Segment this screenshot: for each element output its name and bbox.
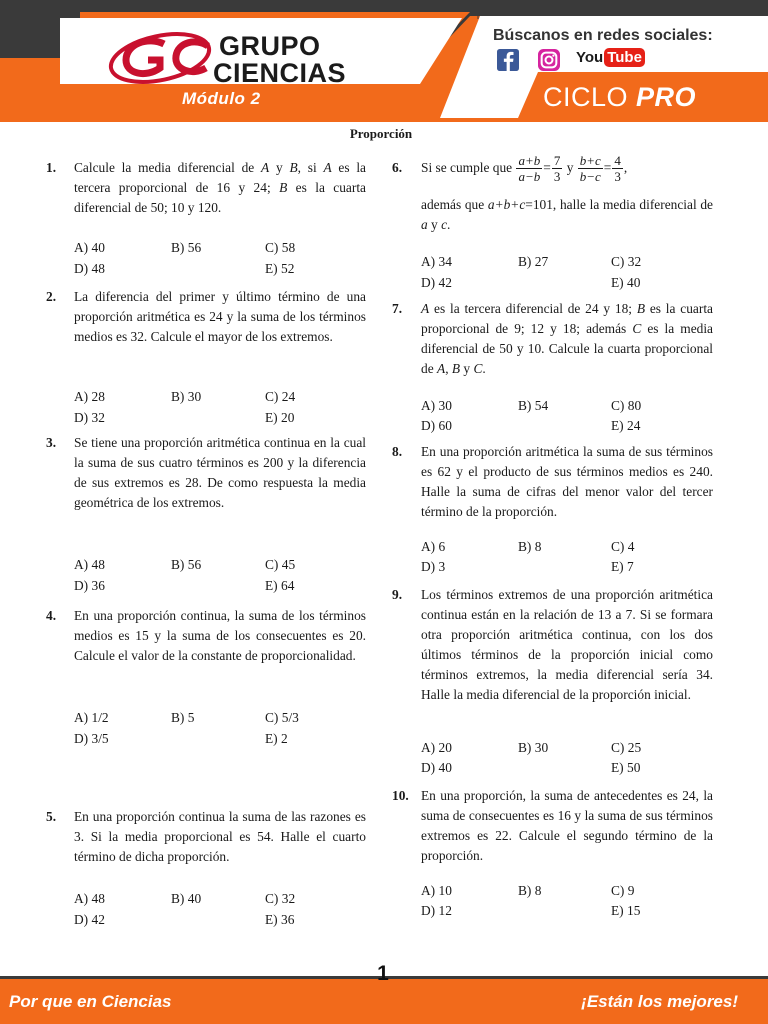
comma: , [623, 160, 628, 175]
q7-p2: es la cuarta proporcional de 9; 12 y 18; además [421, 301, 713, 336]
frac-den: 3 [614, 169, 621, 185]
var-a: A [261, 160, 270, 175]
option-value: 1/2 [91, 710, 109, 725]
option-value: 15 [627, 903, 641, 918]
option-value: 10 [438, 883, 452, 898]
option-label: D) [74, 912, 89, 927]
option-label: E) [611, 418, 624, 433]
option-d[interactable] [74, 576, 105, 596]
option-value: 80 [627, 398, 642, 413]
option-c[interactable] [611, 396, 641, 416]
question-number: 2. [46, 289, 57, 304]
footer-slogan-left: Por que en Ciencias [9, 992, 172, 1011]
option-c[interactable] [611, 537, 634, 557]
option-value: 8 [534, 883, 542, 898]
option-value: 25 [627, 740, 642, 755]
option-c[interactable] [265, 708, 299, 728]
page-header [0, 0, 768, 122]
option-value: 20 [281, 410, 295, 425]
option-c[interactable] [611, 881, 634, 901]
option-value: 40 [187, 891, 202, 906]
var-b: B [636, 301, 646, 316]
option-value: 48 [91, 557, 105, 572]
option-value: 6 [438, 539, 446, 554]
var-c: C [632, 321, 642, 336]
option-label: E) [265, 731, 278, 746]
question-text: Los términos extremos de una proporción aritmética continua están en la relación de 13 a 7. Si se formara otra proporción aritmética continua, con los dos últimos términos de la proporción inicial como términos extremos, la media diferencial sería 34. Halle la media diferencial de la proporción inicial. [421, 587, 713, 702]
option-value: 56 [187, 240, 202, 255]
option-value: 32 [627, 254, 642, 269]
question-6-formula [421, 150, 713, 186]
option-b[interactable] [171, 708, 194, 728]
option-label: C) [611, 740, 625, 755]
q1-p3: es la tercera proporcional de 16 y 24; [74, 160, 366, 195]
question-number: 6. [392, 160, 403, 175]
option-label: E) [265, 912, 278, 927]
option-value: 32 [91, 410, 105, 425]
option-label: D) [421, 760, 436, 775]
q6-p2: =101, halle la media diferencial de [525, 197, 713, 212]
option-d[interactable] [421, 557, 445, 577]
logo-text-line1: GRUPO [219, 31, 321, 61]
frac-num: 4 [614, 153, 621, 169]
option-b[interactable] [171, 889, 201, 909]
option-label: B) [171, 240, 185, 255]
question-text [421, 195, 713, 235]
q6-end: . [447, 217, 451, 232]
option-label: C) [611, 254, 625, 269]
var-a: A [421, 301, 430, 316]
option-c[interactable] [611, 252, 641, 272]
option-value: 36 [281, 912, 295, 927]
option-c[interactable] [265, 889, 295, 909]
question-number: 4. [46, 608, 57, 623]
option-value: 3 [438, 559, 446, 574]
var-a: A [437, 361, 446, 376]
option-label: E) [611, 275, 624, 290]
option-value: 54 [534, 398, 549, 413]
option-label: A) [421, 254, 436, 269]
option-label: A) [74, 557, 89, 572]
option-label: B) [171, 557, 185, 572]
frac-num: 7 [553, 153, 561, 169]
frac-den: 3 [553, 169, 561, 185]
option-label: E) [611, 760, 624, 775]
option-e[interactable] [611, 273, 640, 293]
option-label: C) [265, 240, 279, 255]
option-b[interactable] [518, 396, 548, 416]
option-a[interactable] [74, 889, 105, 909]
q1-p4: es la cuarta diferencial de 50; 10 y 120. [74, 180, 366, 215]
option-value: 2 [281, 731, 288, 746]
option-label: C) [265, 710, 279, 725]
option-label: B) [518, 740, 532, 755]
option-b[interactable] [171, 387, 201, 407]
option-e[interactable] [611, 416, 640, 436]
option-value: 60 [438, 418, 452, 433]
option-a[interactable] [74, 708, 109, 728]
option-value: 20 [438, 740, 452, 755]
question-number: 10. [392, 788, 409, 803]
var-a: a [421, 217, 428, 232]
page-title: Proporción [349, 126, 413, 141]
fraction [578, 153, 603, 184]
option-label: A) [74, 389, 89, 404]
option-label: D) [421, 418, 436, 433]
option-value: 28 [91, 389, 105, 404]
youtube-you: You [576, 49, 604, 66]
q6-and2: y [427, 217, 442, 232]
option-b[interactable] [518, 252, 548, 272]
option-label: E) [611, 903, 624, 918]
option-a[interactable] [74, 555, 105, 575]
option-label: C) [611, 883, 625, 898]
option-d[interactable] [421, 416, 452, 436]
option-value: 42 [438, 275, 452, 290]
option-label: E) [265, 261, 278, 276]
option-label: C) [611, 398, 625, 413]
option-b[interactable] [518, 881, 541, 901]
instagram-icon[interactable] [536, 49, 562, 71]
page-number: 1 [377, 962, 389, 985]
option-value: 30 [438, 398, 452, 413]
option-c[interactable] [265, 238, 295, 258]
var-c: C [473, 361, 483, 376]
option-b[interactable] [518, 738, 548, 758]
option-label: A) [421, 539, 436, 554]
frac-num: a+b [518, 153, 541, 169]
question-text [421, 299, 713, 379]
option-value: 56 [187, 557, 202, 572]
option-a[interactable] [74, 238, 105, 258]
option-e[interactable] [611, 758, 640, 778]
equals: = [603, 160, 612, 175]
option-a[interactable] [421, 881, 452, 901]
option-a[interactable] [421, 396, 452, 416]
q7-end: . [482, 361, 486, 376]
option-value: 7 [627, 559, 634, 574]
option-c[interactable] [265, 555, 295, 575]
facebook-icon[interactable] [495, 49, 521, 71]
question-number: 5. [46, 809, 57, 824]
footer-slogan-right: ¡Están los mejores! [581, 992, 738, 1011]
option-d[interactable] [421, 901, 452, 921]
option-label: B) [171, 891, 185, 906]
frac-den: a−b [518, 169, 541, 185]
option-label: A) [421, 883, 436, 898]
option-label: D) [421, 275, 436, 290]
var-b: B [279, 180, 288, 195]
option-label: C) [265, 891, 279, 906]
option-label: D) [421, 559, 436, 574]
option-a[interactable] [74, 387, 105, 407]
q1-and: y [269, 160, 290, 175]
q7-p1: es la tercera diferencial de 24 y 18; [429, 301, 637, 316]
option-value: 36 [91, 578, 105, 593]
option-value: 40 [438, 760, 452, 775]
question-text: En una proporción continua, la suma de los términos medios es 15 y la suma de los consecuentes es 20. Calcule el valor de la constante de proporcionalidad. [74, 608, 366, 663]
var-c: c [441, 217, 448, 232]
question-text: Se tiene una proporción aritmética continua en la cual la suma de sus cuatro términos es 200 y la diferencia de sus extremos es 28. De como respuesta la media geométrica de los extremos. [74, 435, 366, 510]
logo-mark [104, 26, 220, 88]
option-a[interactable] [421, 738, 452, 758]
fraction [552, 153, 563, 184]
youtube-tube: Tube [604, 48, 645, 67]
option-value: 8 [534, 539, 542, 554]
frac-num: b+c [579, 153, 601, 169]
option-value: 9 [627, 883, 635, 898]
option-label: E) [265, 578, 278, 593]
option-label: C) [265, 389, 279, 404]
option-value: 5/3 [281, 710, 299, 725]
option-e[interactable] [265, 259, 294, 279]
question-text: En una proporción aritmética la suma de sus términos es 62 y el producto de sus términos medios es 240. Halle la suma de cifras del menor valor del tercer término de la proporción. [421, 444, 713, 519]
option-e[interactable] [265, 576, 294, 596]
option-value: 3/5 [91, 731, 109, 746]
option-e[interactable] [611, 901, 640, 921]
option-label: A) [421, 398, 436, 413]
option-value: 64 [281, 578, 295, 593]
option-label: C) [265, 557, 279, 572]
option-value: 48 [91, 261, 105, 276]
option-value: 30 [187, 389, 202, 404]
question-number: 7. [392, 301, 403, 316]
question-text: En una proporción, la suma de antecedentes es 24, la suma de consecuentes es 16 y la suma de sus términos extremos es 22. Calcule el segundo término de la proporción. [421, 788, 713, 863]
question-text [74, 158, 366, 218]
option-value: 30 [534, 740, 549, 755]
option-label: B) [518, 539, 532, 554]
option-e[interactable] [611, 557, 634, 577]
var-a: A [323, 160, 332, 175]
option-value: 50 [627, 760, 641, 775]
cycle-pro: PRO [636, 82, 697, 112]
option-label: D) [421, 903, 436, 918]
q6-p1: además que [421, 197, 488, 212]
module-label: Módulo 2 [182, 89, 261, 108]
option-c[interactable] [265, 387, 295, 407]
option-label: E) [265, 410, 278, 425]
option-value: 58 [281, 240, 296, 255]
q7-sep: , [445, 361, 452, 376]
option-label: D) [74, 731, 89, 746]
cycle-label [543, 82, 696, 113]
equals: = [543, 160, 551, 175]
option-value: 4 [627, 539, 635, 554]
fraction [612, 153, 623, 184]
frac-den: b−c [579, 169, 601, 185]
question-number: 8. [392, 444, 403, 459]
option-value: 12 [438, 903, 452, 918]
question-text: La diferencia del primer y último término de una proporción aritmética es 24 y la suma de los términos medios es 32. Calcule el mayor de los extremos. [74, 289, 366, 344]
option-b[interactable] [171, 555, 201, 575]
option-value: 24 [627, 418, 641, 433]
q6-condition: a+b+c [487, 197, 526, 212]
option-e[interactable] [265, 910, 294, 930]
option-b[interactable] [171, 238, 201, 258]
option-e[interactable] [265, 408, 294, 428]
fraction [516, 153, 542, 184]
left-column [46, 158, 368, 938]
question-number: 3. [46, 435, 57, 450]
option-c[interactable] [611, 738, 641, 758]
q1-p2: , si [297, 160, 324, 175]
logo-text-line2: CIENCIAS [213, 58, 347, 88]
q7-p3: es la media diferencial de 50 y 10. Calcule la cuarta proporcional de [421, 321, 713, 376]
option-d[interactable] [421, 758, 452, 778]
option-d[interactable] [74, 910, 105, 930]
right-column [392, 150, 714, 930]
option-label: A) [421, 740, 436, 755]
youtube-icon[interactable] [576, 49, 645, 66]
option-value: 52 [281, 261, 295, 276]
option-value: 5 [187, 710, 195, 725]
question-number: 1. [46, 160, 57, 175]
option-d[interactable] [74, 408, 105, 428]
option-value: 40 [627, 275, 641, 290]
option-value: 32 [281, 891, 296, 906]
option-label: C) [611, 539, 625, 554]
q1-p1: Calcule la media diferencial de [74, 160, 262, 175]
option-d[interactable] [74, 729, 109, 749]
option-label: B) [171, 389, 185, 404]
option-value: 48 [91, 891, 105, 906]
option-e[interactable] [265, 729, 288, 749]
option-label: A) [74, 891, 89, 906]
social-title: Búscanos en redes sociales: [493, 27, 713, 44]
option-label: D) [74, 410, 89, 425]
question-text: En una proporción continua la suma de las razones es 3. Si la media proporcional es 54. Halle el cuarto término de dicha proporción. [74, 809, 366, 864]
cycle-word: CICLO [543, 82, 629, 112]
option-d[interactable] [74, 259, 105, 279]
option-label: D) [74, 578, 89, 593]
option-label: B) [518, 398, 532, 413]
q6-and: y [566, 160, 574, 175]
option-label: B) [518, 883, 532, 898]
option-a[interactable] [421, 252, 452, 272]
option-label: A) [74, 240, 89, 255]
option-d[interactable] [421, 273, 452, 293]
option-value: 27 [534, 254, 549, 269]
option-value: 40 [91, 240, 105, 255]
question-number: 9. [392, 587, 403, 602]
option-value: 24 [281, 389, 296, 404]
option-value: 42 [91, 912, 105, 927]
option-label: D) [74, 261, 89, 276]
option-label: B) [518, 254, 532, 269]
option-b[interactable] [518, 537, 541, 557]
option-label: B) [171, 710, 185, 725]
option-a[interactable] [421, 537, 445, 557]
var-b: B [451, 361, 461, 376]
option-label: A) [74, 710, 89, 725]
option-label: E) [611, 559, 624, 574]
q6-lead: Si se cumple que [421, 160, 513, 175]
option-value: 45 [281, 557, 296, 572]
option-value: 34 [438, 254, 452, 269]
var-b: B [289, 160, 298, 175]
q7-and: y [460, 361, 474, 376]
